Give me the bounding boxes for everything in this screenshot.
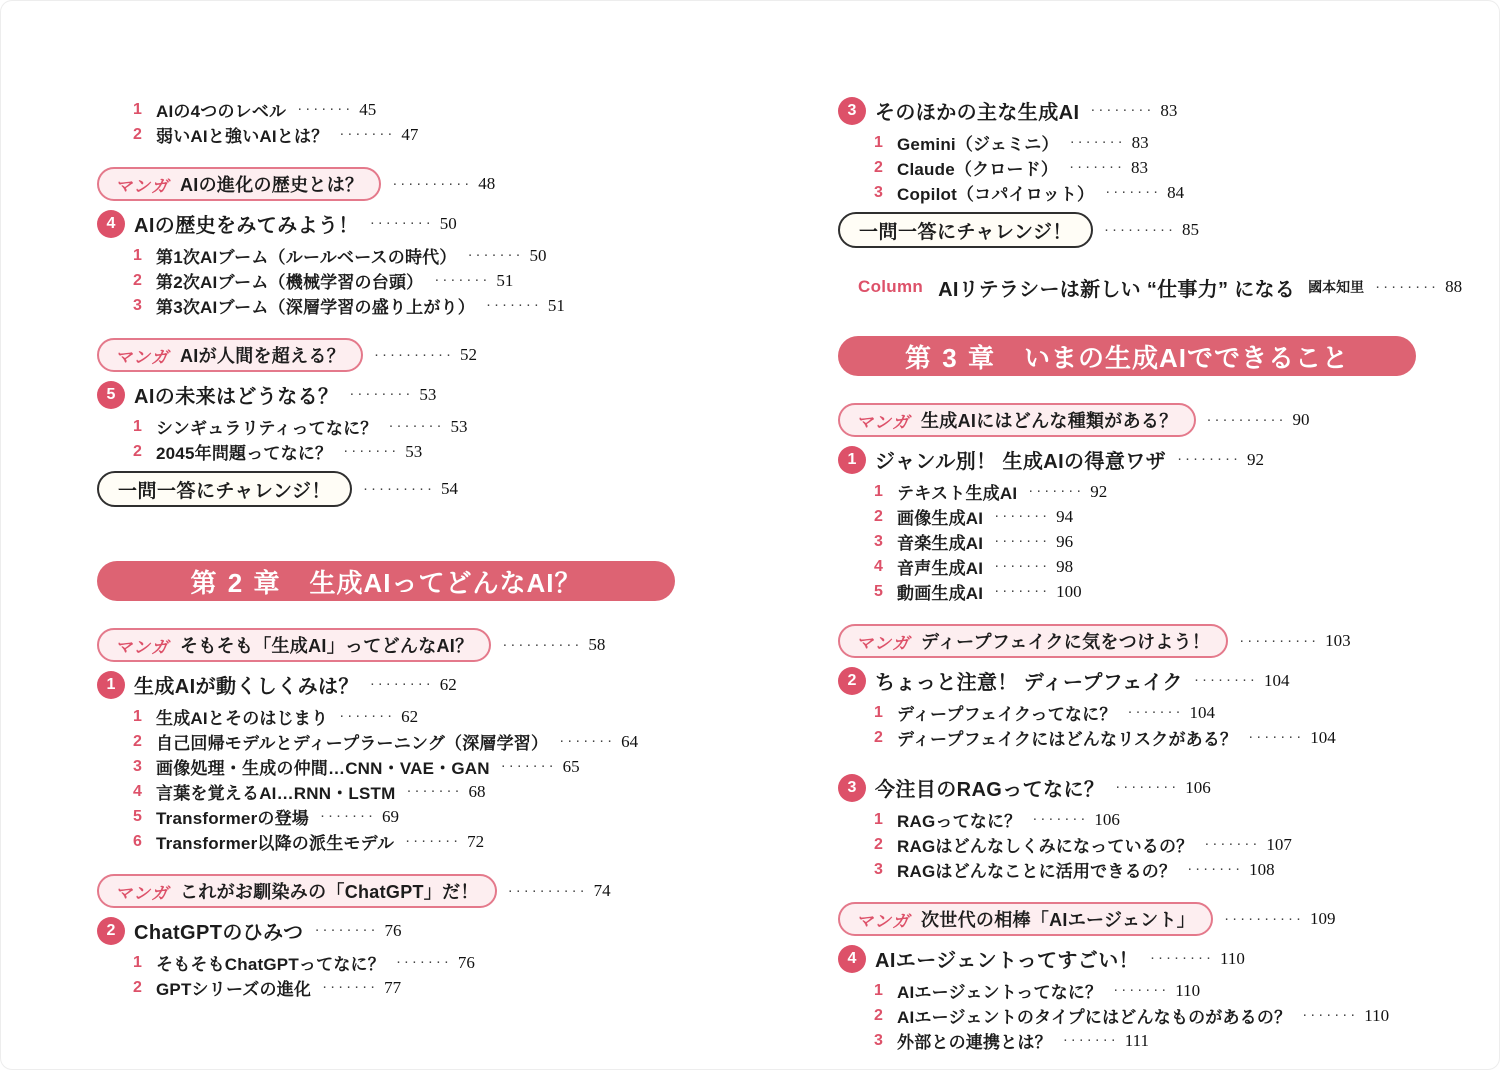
section-number-badge: 1 (838, 446, 866, 474)
manga-pill (97, 628, 491, 662)
toc-subitem (838, 180, 1416, 205)
subitem-title: 外部との連携とは？ (897, 1033, 1052, 1052)
subitem-number: 2 (874, 835, 883, 853)
manga-title: 次世代の相棒「AIエージェント」 (921, 910, 1196, 930)
page-number: 104 (1310, 727, 1336, 747)
manga-entry (97, 167, 675, 201)
section-title: ChatGPTのひみつ (134, 922, 304, 944)
page-number: 50 (529, 245, 547, 265)
subitem-title: AIの4つのレベル (156, 102, 287, 121)
manga-title: AIが人間を超える？ (180, 346, 345, 366)
quiz-challenge-pill: 一問一答にチャレンジ！ (838, 212, 1093, 248)
manga-title: そもそも「生成AI」ってどんなAI？ (180, 636, 474, 656)
manga-pill (838, 624, 1228, 658)
chapter-title: いまの生成AIでできること (1023, 342, 1349, 373)
chapter-title: 生成AIってどんなAI？ (309, 567, 582, 598)
page-number: 53 (450, 416, 468, 436)
toc-section (97, 379, 675, 410)
subitem-title: 自己回帰モデルとディープラーニング（深層学習） (156, 734, 549, 753)
subitem-group (97, 704, 675, 854)
dot-leader: ······· (339, 125, 396, 142)
dot-leader: ······· (434, 271, 491, 288)
toc-subitem (838, 504, 1416, 529)
subitem-title: 第2次AIブーム（機械学習の台頭） (156, 273, 424, 292)
manga-entry (838, 403, 1416, 437)
subitem-group (97, 97, 675, 147)
dot-leader: ········ (1375, 277, 1440, 295)
manga-entry (97, 338, 675, 372)
subitem-number: 1 (133, 246, 142, 264)
page-number: 96 (1056, 531, 1074, 551)
dot-leader: ······· (1069, 158, 1126, 175)
page-number: 53 (405, 441, 423, 461)
page-number: 62 (439, 674, 457, 694)
dot-leader: ·········· (1224, 909, 1305, 927)
dot-leader: ······· (1032, 810, 1089, 827)
subitem-number: 6 (133, 832, 142, 850)
dot-leader: ······· (1187, 860, 1244, 877)
dot-leader: ········ (1090, 101, 1155, 118)
subitem-title: Gemini（ジェミニ） (897, 135, 1059, 154)
toc-subitem (97, 829, 675, 854)
page-number: 48 (478, 174, 496, 193)
manga-title: これがお馴染みの「ChatGPT」だ！ (180, 882, 479, 902)
section-title: 今注目のRAGってなに？ (875, 779, 1105, 801)
section-number-badge: 4 (838, 945, 866, 973)
subitem-number: 1 (874, 810, 883, 828)
page-number: 52 (459, 345, 477, 364)
dot-leader: ········ (349, 385, 414, 402)
manga-label: マンガ (115, 883, 169, 903)
subitem-title: 生成AIとそのはじまり (156, 709, 329, 728)
subitem-title: Copilot（コパイロット） (897, 185, 1095, 204)
toc-subitem (838, 529, 1416, 554)
toc-subitem (838, 857, 1416, 882)
subitem-number: 3 (874, 1031, 883, 1049)
subitem-number: 5 (133, 807, 142, 825)
manga-pill (838, 403, 1196, 437)
chapter-banner (838, 336, 1416, 376)
subitem-number: 2 (133, 271, 142, 289)
subitem-number: 1 (874, 133, 883, 151)
page-number: 100 (1056, 581, 1082, 601)
subitem-number: 4 (133, 782, 142, 800)
dot-leader: ······· (1302, 1006, 1359, 1023)
dot-leader: ········ (1177, 450, 1242, 467)
dot-leader: ······· (1062, 1031, 1119, 1048)
dot-leader: ······· (467, 246, 524, 263)
dot-leader: ······· (406, 782, 463, 799)
subitem-number: 3 (874, 183, 883, 201)
quiz-challenge-pill: 一問一答にチャレンジ！ (97, 471, 352, 507)
subitem-title: テキスト生成AI (897, 484, 1018, 503)
page-number: 92 (1247, 449, 1265, 469)
page-number: 110 (1364, 1005, 1390, 1025)
subitem-number: 2 (874, 158, 883, 176)
page-number: 76 (384, 920, 402, 940)
dot-leader: ······· (994, 532, 1051, 549)
toc-subitem (97, 243, 675, 268)
subitem-group (838, 807, 1416, 882)
section-title: そのほかの主な生成AI (875, 102, 1080, 124)
section-title: AIの歴史をみてみよう！ (134, 215, 359, 237)
dot-leader: ······· (395, 953, 452, 970)
toc-subitem (97, 293, 675, 318)
toc-subitem (838, 700, 1416, 725)
dot-leader: ······· (1248, 728, 1305, 745)
subitem-title: 弱いAIと強いAIとは？ (156, 127, 329, 146)
dot-leader: ······· (500, 757, 557, 774)
page-number: 109 (1310, 909, 1336, 928)
section-number-badge: 2 (838, 667, 866, 695)
toc-subitem (838, 155, 1416, 180)
manga-title: ディープフェイクに気をつけよう！ (921, 632, 1211, 652)
column-author: 國本知里 (1308, 279, 1365, 295)
subitem-number: 2 (133, 442, 142, 460)
subitem-group (838, 479, 1416, 604)
manga-entry (838, 624, 1416, 658)
toc-subitem (97, 950, 675, 975)
toc-subitem (838, 725, 1416, 750)
toc-subitem (838, 579, 1416, 604)
page-number: 83 (1131, 157, 1149, 177)
toc-subitem (838, 130, 1416, 155)
manga-title: AIの進化の歴史とは？ (180, 175, 364, 195)
dot-leader: ·········· (507, 881, 588, 899)
toc-section (838, 95, 1416, 126)
section-number-badge: 5 (97, 381, 125, 409)
quiz-entry (838, 212, 1416, 248)
dot-leader: ·········· (1239, 631, 1320, 649)
toc-subitem (97, 779, 675, 804)
dot-leader: ······· (994, 507, 1051, 524)
subitem-title: 2045年問題ってなに？ (156, 444, 333, 463)
subitem-number: 1 (874, 703, 883, 721)
toc-subitem (97, 414, 675, 439)
dot-leader: ········ (1150, 949, 1214, 966)
dot-leader: ······· (405, 832, 462, 849)
subitem-number: 2 (133, 978, 142, 996)
subitem-number: 1 (874, 981, 883, 999)
toc-subitem (97, 729, 675, 754)
toc-subitem (838, 978, 1416, 1003)
dot-leader: ······· (339, 707, 396, 724)
subitem-title: 画像処理・生成の仲間…CNN・VAE・GAN (156, 759, 490, 778)
page-number: 103 (1325, 631, 1351, 650)
subitem-number: 3 (874, 860, 883, 878)
section-title: ちょっと注意！ ディープフェイク (875, 672, 1183, 694)
toc-subitem (838, 554, 1416, 579)
manga-label: マンガ (115, 176, 169, 196)
page-number: 90 (1292, 410, 1310, 429)
toc-right-page (838, 93, 1463, 1055)
page-number: 50 (439, 213, 457, 233)
page-number: 104 (1263, 670, 1290, 690)
column-entry (838, 272, 1463, 302)
toc-subitem (97, 439, 675, 464)
subitem-number: 2 (133, 125, 142, 143)
subitem-number: 2 (874, 507, 883, 525)
subitem-number: 1 (133, 417, 142, 435)
subitem-number: 3 (133, 757, 142, 775)
subitem-title: シンギュラリティってなに？ (156, 419, 378, 438)
subitem-group (97, 950, 675, 1000)
page-number: 106 (1094, 809, 1120, 829)
subitem-title: ディープフェイクってなに？ (897, 705, 1117, 724)
manga-pill (97, 338, 363, 372)
toc-subitem (838, 479, 1416, 504)
page-number: 106 (1185, 777, 1211, 797)
page-number: 58 (588, 635, 606, 654)
page-number: 53 (419, 384, 437, 404)
chapter-number: 第 3 章 (905, 342, 996, 373)
toc-section (97, 208, 675, 239)
toc-section (838, 665, 1416, 696)
toc-subitem (97, 268, 675, 293)
dot-leader: ······· (297, 100, 354, 117)
dot-leader: ······· (1069, 133, 1126, 150)
toc-subitem (97, 704, 675, 729)
manga-title: 生成AIにはどんな種類がある？ (921, 411, 1178, 431)
page-number: 51 (547, 295, 565, 315)
subitem-title: 第1次AIブーム（ルールベースの時代） (156, 248, 457, 267)
page-number: 62 (401, 706, 419, 726)
dot-leader: ········ (1115, 778, 1180, 795)
subitem-title: そもそもChatGPTってなに？ (156, 955, 385, 974)
subitem-title: 画像生成AI (897, 509, 984, 528)
page-number: 84 (1167, 182, 1185, 202)
subitem-title: 音声生成AI (897, 559, 984, 578)
manga-pill (97, 167, 381, 201)
page-number: 111 (1124, 1030, 1150, 1050)
section-title: AIの未来はどうなる？ (134, 386, 339, 408)
subitem-title: Transformerの登場 (156, 809, 310, 828)
manga-label: マンガ (856, 911, 910, 931)
dot-leader: ······· (994, 557, 1051, 574)
page-number: 98 (1056, 556, 1074, 576)
subitem-title: Transformer以降の派生モデル (156, 834, 395, 853)
subitem-number: 1 (874, 482, 883, 500)
toc-section (838, 943, 1416, 974)
section-number-badge: 3 (838, 97, 866, 125)
dot-leader: ······· (485, 296, 542, 313)
manga-pill (97, 874, 497, 908)
toc-left-page (97, 93, 675, 1055)
subitem-title: RAGってなに？ (897, 812, 1022, 831)
dot-leader: ·········· (502, 635, 583, 653)
subitem-number: 2 (133, 732, 142, 750)
dot-leader: ······· (1127, 703, 1184, 720)
page-number: 76 (457, 952, 475, 972)
page-number: 88 (1445, 277, 1463, 296)
page-number: 83 (1160, 100, 1178, 120)
manga-label: マンガ (856, 412, 910, 432)
dot-leader: ······· (322, 978, 379, 995)
manga-label: マンガ (115, 347, 169, 367)
page-number: 108 (1249, 859, 1275, 879)
dot-leader: ·········· (392, 174, 473, 192)
subitem-title: AIエージェントのタイプにはどんなものがあるの？ (897, 1008, 1292, 1027)
subitem-number: 2 (874, 1006, 883, 1024)
dot-leader: ········· (1103, 220, 1176, 238)
page-number: 85 (1181, 220, 1199, 239)
dot-leader: ······· (320, 807, 376, 824)
dot-leader: ······· (1113, 981, 1170, 998)
toc-subitem (97, 804, 675, 829)
toc-subitem (97, 97, 675, 122)
toc-subitem (838, 1003, 1416, 1028)
section-number-badge: 2 (97, 917, 125, 945)
toc-section (97, 669, 675, 700)
page-number: 77 (384, 977, 402, 997)
subitem-title: 言葉を覚えるAI…RNN・LSTM (156, 784, 396, 803)
dot-leader: ······· (343, 442, 400, 459)
section-number-badge: 4 (97, 210, 125, 238)
subitem-number: 1 (133, 707, 142, 725)
page-number: 110 (1219, 948, 1245, 968)
page-number: 83 (1131, 132, 1149, 152)
page-number: 47 (401, 124, 419, 144)
subitem-title: RAGはどんなことに活用できるの？ (897, 862, 1177, 881)
chapter-banner (97, 561, 675, 601)
page-number: 54 (440, 479, 458, 498)
dot-leader: ······· (1204, 835, 1261, 852)
dot-leader: ······· (388, 417, 445, 434)
column-label: Column (858, 277, 924, 296)
subitem-group (838, 978, 1416, 1053)
dot-leader: ········· (362, 479, 435, 497)
dot-leader: ········ (369, 675, 434, 692)
subitem-number: 4 (874, 557, 883, 575)
dot-leader: ·········· (374, 345, 454, 363)
subitem-title: 第3次AIブーム（深層学習の盛り上がり） (156, 298, 475, 317)
manga-label: マンガ (856, 633, 910, 653)
section-number-badge: 1 (97, 671, 125, 699)
subitem-title: ディープフェイクにはどんなリスクがある？ (897, 730, 1238, 749)
subitem-group (838, 130, 1416, 205)
dot-leader: ······· (994, 582, 1051, 599)
subitem-group (97, 414, 675, 464)
page-number: 69 (381, 806, 399, 826)
dot-leader: ······· (1105, 183, 1162, 200)
dot-leader: ········ (314, 921, 379, 938)
chapter-number: 第 2 章 (190, 567, 282, 598)
subitem-number: 5 (874, 582, 883, 600)
manga-entry (97, 628, 675, 662)
subitem-group (97, 243, 675, 318)
page-number: 45 (359, 99, 377, 119)
manga-pill (838, 902, 1213, 936)
subitem-title: 動画生成AI (897, 584, 984, 603)
subitem-title: 音楽生成AI (897, 534, 984, 553)
toc-subitem (838, 807, 1416, 832)
dot-leader: ······· (1028, 482, 1085, 499)
toc-subitem (97, 975, 675, 1000)
page-number: 64 (621, 731, 639, 751)
subitem-number: 3 (133, 296, 142, 314)
page-number: 94 (1056, 506, 1074, 526)
manga-label: マンガ (115, 637, 169, 657)
subitem-title: GPTシリーズの進化 (156, 980, 312, 999)
dot-leader: ······· (559, 732, 616, 749)
section-number-badge: 3 (838, 774, 866, 802)
toc-section (838, 444, 1416, 475)
section-title: ジャンル別！ 生成AIの得意ワザ (875, 451, 1167, 473)
page-number: 51 (496, 270, 514, 290)
subitem-group (838, 700, 1416, 750)
subitem-number: 1 (133, 953, 142, 971)
dot-leader: ·········· (1206, 410, 1287, 428)
section-title: 生成AIが動くしくみは？ (134, 676, 359, 698)
column-title: AIリテラシーは新しい “仕事力” になる (938, 278, 1296, 301)
page-number: 110 (1175, 980, 1201, 1000)
page-number: 68 (468, 781, 486, 801)
subitem-number: 3 (874, 532, 883, 550)
manga-entry (97, 874, 675, 908)
dot-leader: ········ (1193, 671, 1258, 688)
quiz-entry (97, 471, 675, 507)
manga-entry (838, 902, 1416, 936)
section-title: AIエージェントってすごい！ (875, 950, 1139, 972)
page-number: 107 (1266, 834, 1292, 854)
toc-subitem (97, 122, 675, 147)
subitem-title: AIエージェントってなに？ (897, 983, 1103, 1002)
page-number: 74 (593, 881, 611, 900)
page-number: 92 (1090, 481, 1108, 501)
subitem-number: 2 (874, 728, 883, 746)
toc-section (97, 915, 675, 946)
toc-subitem (97, 754, 675, 779)
toc-section (838, 772, 1416, 803)
page-number: 72 (467, 831, 485, 851)
toc-subitem (838, 832, 1416, 857)
subitem-title: RAGはどんなしくみになっているの？ (897, 837, 1194, 856)
page-number: 104 (1189, 702, 1215, 722)
dot-leader: ········ (369, 214, 434, 231)
page-number: 65 (562, 756, 580, 776)
toc-subitem (838, 1028, 1416, 1053)
subitem-number: 1 (133, 100, 142, 118)
subitem-title: Claude（クロード） (897, 160, 1059, 179)
